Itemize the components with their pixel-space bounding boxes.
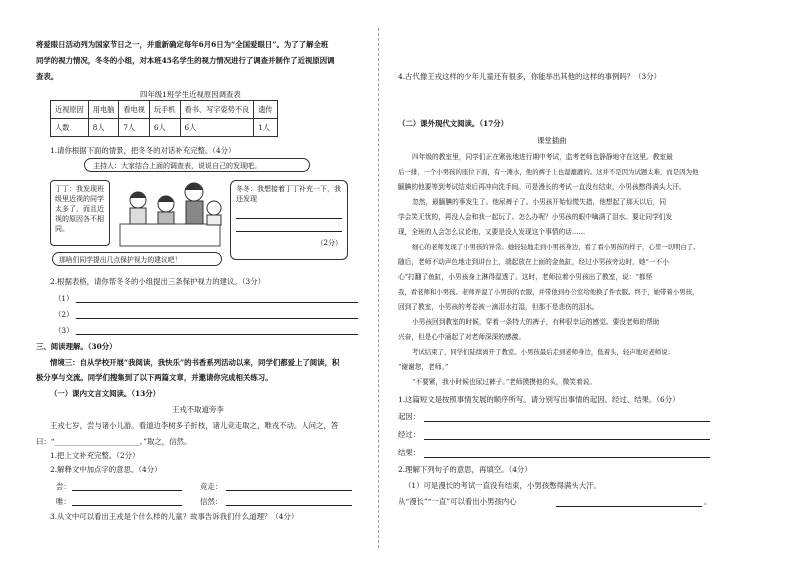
- context-line-2: 极分享与交流。同学们搜集到了以下两篇文章，并邀请你完成相关练习。: [36, 373, 273, 382]
- para-6-line-1: “不要紧，我小时候也尿过裤子。”老师摸摸他的头，微笑着说。: [412, 378, 597, 386]
- student-hair: [185, 183, 203, 190]
- para-3-line-4: 我，看老师和小男孩。老师弄湿了小男孩的衣服，并带他到办公室给他换了件衣服。终于，她带着小男孩，: [398, 288, 699, 296]
- reading-question-2-sub-1: （1）可是漫长的考试一直没有结束，小男孩憋得满头大汗。: [404, 481, 601, 490]
- table-cell: 7人: [119, 119, 150, 137]
- part-1-heading: （一）课内文言文阅读。（13分）: [50, 389, 161, 398]
- result-label: 结果：: [398, 448, 421, 457]
- survey-table: [50, 100, 278, 137]
- para-5-line-1: 考试结束了，同学们陆续离开了教室。小男孩最后走到老师身边，低着头，轻声地对老师说：: [412, 348, 675, 356]
- intro-line-2: 同学的视力情况，冬冬的小组，对本班45名学生的视力情况进行了调查并制作了近视原因调: [36, 56, 335, 65]
- student-head: [207, 201, 221, 215]
- question-2: 2.根据表格，请你帮冬冬的小组提出三条保护视力的建议。（3分）: [50, 277, 265, 286]
- table-header-row: [51, 101, 278, 119]
- student-body: [186, 201, 203, 224]
- period-mark: 。: [704, 497, 712, 506]
- table-cell: 6人: [149, 119, 180, 137]
- word-answer-line-4[interactable]: [226, 505, 352, 506]
- student-hair: [158, 196, 174, 202]
- para-1-line-2: 后一排，一个小男孩的座位下面，有一滩水，他的裤子上也湿漉漉的。这并不是因为试题太难，而是因为他: [398, 168, 699, 176]
- para-4-line-2: 兴奋，但是心中涌起了对老师深深的感激。: [398, 333, 526, 341]
- para-2-line-2: 学会笑无忧的，再没人会和我一起玩了。怎么办呢？小男孩的眼中噙满了泪水。要让同学们发: [398, 213, 673, 221]
- table-row: [51, 119, 278, 137]
- word-label-4: 信然：: [200, 497, 223, 506]
- table-header-cell: 遗传: [254, 101, 277, 119]
- passage-1-line-1: 王戎七岁，尝与诸小儿游。看道边李树多子折枝，诸儿竞走取之，唯戎不动。人问之，答: [50, 421, 339, 430]
- table-cell: 1人: [254, 119, 277, 137]
- para-2-line-1: 忽然，最腼腆的事发生了。他尿裤子了。小男孩开始惊慌失措，他想起了那天以后，同: [412, 198, 667, 206]
- suggestion-bubble: 那啥们同学提出几点保护视力的建议吧！: [52, 252, 222, 266]
- intro-line-1: 将爱眼日活动列为国家节日之一，并重新确定每年6月6日为“全国爱眼日”。为了了解全班: [36, 40, 329, 49]
- para-3-line-5: 回到了教室，小男孩的考卷被一滴泪水打湿，但那不是悲伤的泪水。: [398, 303, 599, 311]
- answer-line-2[interactable]: [76, 318, 358, 319]
- feeling-answer-line[interactable]: [556, 506, 702, 507]
- word-answer-line-3[interactable]: [72, 505, 182, 506]
- question-1: 1.请你根据下面的情景，把冬冬的对话补充完整。（4分）: [50, 146, 236, 155]
- question-4: 4.古代像王戎这样的少年儿童还有很多，你能举出其他的这样的事例吗？（3分）: [398, 72, 662, 81]
- blank-label-1: （1）: [54, 294, 74, 303]
- para-1-line-1: 四年级的教室里，同学们正在紧张地进行期中考试，监考老师也静静地守在这里。教室最: [412, 153, 673, 161]
- students-illustration: [116, 178, 226, 250]
- reading-question-2-prompt: 从“漫长”“一直”可以看出小男孩内心: [398, 497, 517, 506]
- passage-1-title: 王戎不取道旁李: [172, 405, 224, 414]
- dingding-speech-box: 丁丁：我发现班级里近视的同学太多了，而且近视的原因各不相同。: [50, 180, 110, 246]
- table-header-cell: 近视原因: [51, 101, 89, 119]
- para-3-line-3: 心”打翻了鱼缸，小男孩身上淋得湿透了。这时，老师拉着小男孩出了教室，说：“都怪: [398, 273, 653, 281]
- passage-2-title: 课堂插曲: [537, 136, 567, 145]
- student-body: [207, 215, 221, 225]
- dongdong-speech-box: [230, 180, 348, 260]
- blank-label-3: （3）: [54, 326, 74, 335]
- passage-question-1: 1.把上文补充完整。（2分）: [50, 451, 140, 460]
- para-3-line-1: 细心的老师发现了小男孩的异常。她轻轻地走到小男孩身边，看了看小男孩的样子，心里一切明白了。: [412, 243, 700, 251]
- passage-question-3: 3.从文中可以看出王戎是个什么样的儿童？故事告诉我们什么道理？（4分）: [50, 512, 299, 521]
- section-3-heading: 三、阅读理解。（30分）: [36, 342, 117, 351]
- cause-answer-line[interactable]: [424, 421, 710, 422]
- word-label-2: 竞走：: [200, 482, 223, 491]
- table-title: 四年级1班学生近视原因调查表: [140, 90, 241, 99]
- reading-question-2: 2.理解下列句子的意思，再填空。（4分）: [398, 465, 532, 474]
- answer-line-3[interactable]: [76, 334, 358, 335]
- context-line-1: 情境三：自从学校开展“我阅读，我快乐”的书香系列活动以来，同学们都爱上了阅读，积: [50, 358, 340, 367]
- para-2-line-3: 现，全班的人会怎么议论他，又要是没人发现这个事情的话……: [398, 228, 586, 236]
- passage-question-2: 2.解释文中加点字的意思。（4分）: [50, 465, 162, 474]
- answer-line[interactable]: [236, 208, 342, 219]
- process-label: 经过：: [398, 430, 421, 439]
- table-header-cell: 看书、写字姿势不良: [180, 101, 254, 119]
- student-body: [158, 212, 174, 224]
- para-5-line-2: “谢谢您，老师。”: [398, 363, 449, 371]
- table-header-cell: 用电脑: [88, 101, 119, 119]
- points-label: （2分）: [316, 239, 342, 247]
- word-label-1: 尝：: [56, 482, 71, 491]
- column-divider: [378, 28, 379, 548]
- para-1-line-3: 腼腆的他要等到考试结束后再冲向洗手间。可是漫长的考试一直没有结束，小男孩憋得满头大汗。: [398, 183, 686, 191]
- table-cell: 人数: [51, 119, 89, 137]
- word-label-3: 唯：: [56, 497, 71, 506]
- process-answer-line[interactable]: [424, 439, 710, 440]
- intro-line-3: 查表。: [36, 72, 59, 81]
- result-answer-line[interactable]: [424, 457, 710, 458]
- student-hair: [130, 192, 146, 198]
- table-header-cell: 玩手机: [149, 101, 180, 119]
- dongdong-speech-text: 冬冬：我想接着丁丁补充一下，我还发现: [236, 185, 341, 203]
- passage-1-line-2: 曰：“_______________________。”取之，信然。: [36, 437, 192, 446]
- table-cell: 6人: [180, 119, 254, 137]
- blank-label-2: （2）: [54, 310, 74, 319]
- cause-label: 起因：: [398, 412, 421, 421]
- desk-shape: [120, 224, 220, 246]
- answer-line[interactable]: [236, 221, 342, 232]
- table-cell: 8人: [88, 119, 119, 137]
- word-answer-line-2[interactable]: [226, 490, 352, 491]
- student-body: [130, 208, 146, 224]
- reading-question-1: 1.这篇短文是按照事情发展的顺序所写。请分别写出事情的起因、经过、结果。（6分）: [398, 395, 680, 404]
- para-3-line-2: 随后，老师不动声色地走到讲台上，端起放在上面的金鱼缸，经过小男孩旁边时，她“一不小: [398, 258, 669, 266]
- answer-line-1[interactable]: [76, 302, 358, 303]
- table-header-cell: 看电视: [119, 101, 150, 119]
- para-4-line-1: 小男孩回到教室的时候，穿着一条特大的裤子，有种很幸运的感觉。要没老师的帮助: [412, 318, 660, 326]
- dialogue-scene: [50, 158, 350, 270]
- host-speech-bubble: 主持人：大家结合上面的调查表，说说自己的发现吧。: [84, 158, 310, 172]
- part-2-heading: （二）课外现代文阅读。（17分）: [398, 119, 509, 128]
- word-answer-line-1[interactable]: [72, 490, 182, 491]
